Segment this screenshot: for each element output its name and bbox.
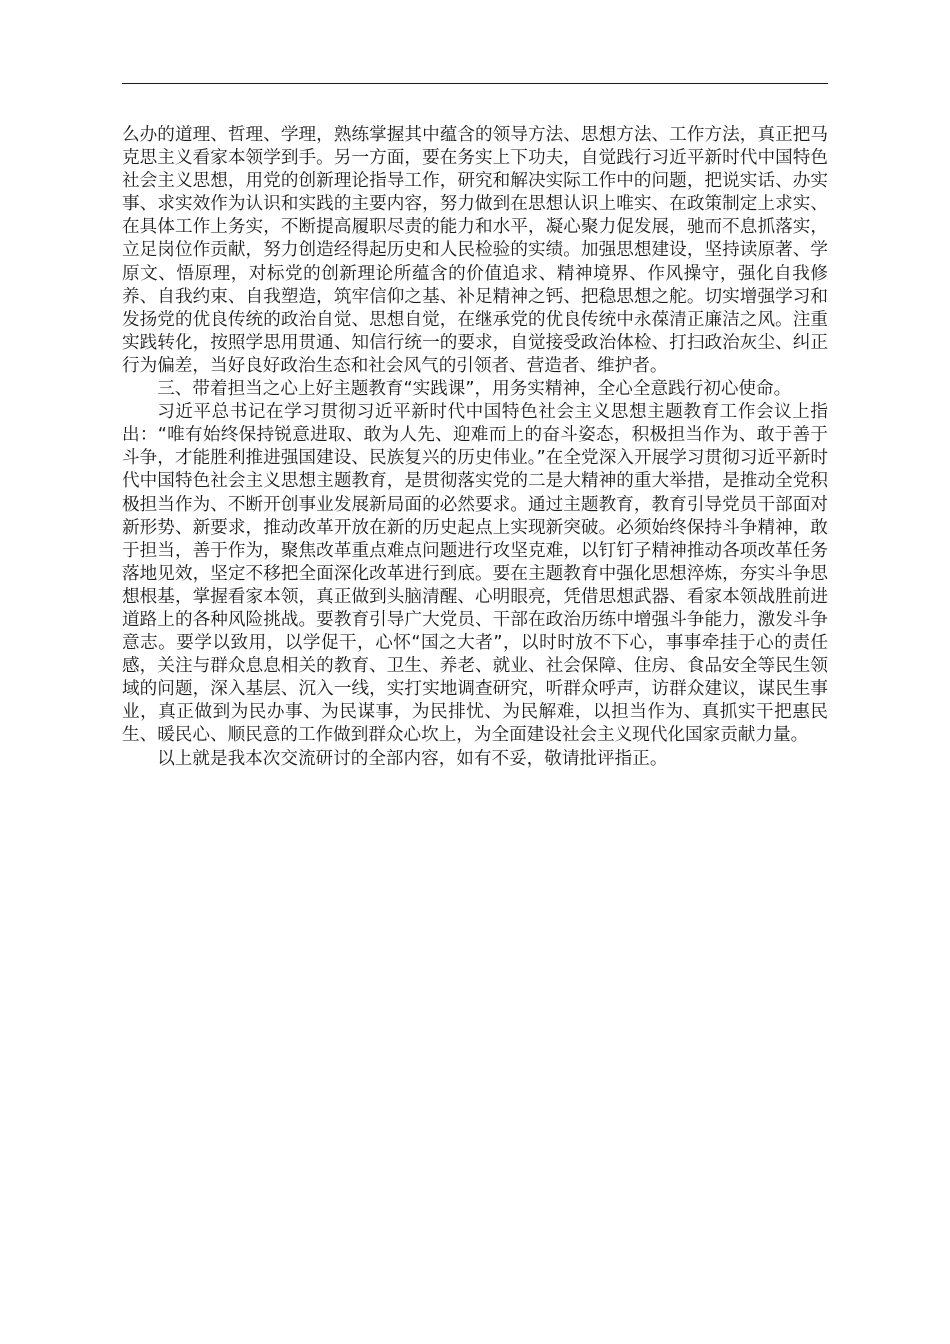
paragraph-section-three-body: 习近平总书记在学习贯彻习近平新时代中国特色社会主义思想主题教育工作会议上指出：“唯有始终保持锐意进取、敢为人先、迎难而上的奋斗姿态，积极担当作为、敢于善于斗争，才能胜利推进强国建设、民族复兴的历史伟业。”在全党深入开展学习贯彻习近平新时代中国特色社会主义思想主题教育，是贯彻落实党的二是大精神的重大举措，是推动全党积极担当作为、不断开创事业发展新局面的必然要求。通过主题教育，教育引导党员干部面对新形势、新要求，推动改革开放在新的历史起点上实现新突破。必须始终保持斗争精神，敢于担当，善于作为，聚焦改革重点难点问题进行攻坚克难，以钉钉子精神推动各项改革任务落地见效，坚定不移把全面深化改革进行到底。要在主题教育中强化思想淬炼，夯实斗争思想根基，掌握看家本领，真正做到头脑清醒、心明眼亮，凭借思想武器、看家本领战胜前进道路上的各种风险挑战。要教育引导广大党员、干部在政治历练中增强斗争能力，激发斗争意志。要学以致用，以学促干，心怀“国之大者”，以时时放不下心，事事牵挂于心的责任感，关注与群众息息相关的教育、卫生、养老、就业、社会保障、住房、食品安全等民生领域的问题，深入基层、沉入一线，实打实地调查研究，听群众呼声，访群众建议，谋民生事业，真正做到为民办事、为民谋事，为民排忧、为民解难，以担当作为、真抓实干把惠民生、暖民心、顺民意的工作做到群众心坎上，为全面建设社会主义现代化国家贡献力量。: [122, 402, 828, 746]
header-rule: [122, 83, 828, 84]
document-body: [122, 124, 828, 771]
paragraph-closing: 以上就是我本次交流研讨的全部内容，如有不妥，敬请批评指正。: [157, 748, 668, 769]
paragraph-continuation: 么办的道理、哲理、学理，熟练掌握其中蕴含的领导方法、思想方法、工作方法，真正把马克思主义看家本领学到手。另一方面，要在务实上下功夫，自觉践行习近平新时代中国特色社会主义思想，用党的创新理论指导工作，研究和解决实际工作中的问题，把说实话、办实事、求实效作为认识和实践的主要内容，努力做到在思想认识上唯实、在政策制定上求实、在具体工作上务实，不断提高履职尽责的能力和水平，凝心聚力促发展，驰而不息抓落实，立足岗位作贡献，努力创造经得起历史和人民检验的实绩。加强思想建设，坚持读原著、学原文、悟原理，对标党的创新理论所蕴含的价值追求、精神境界、作风操守，强化自我修养、自我约束、自我塑造，筑牢信仰之基、补足精神之钙、把稳思想之舵。切实增强学习和发扬党的优良传统的政治自觉、思想自觉，在继承党的优良传统中永葆清正廉洁之风。注重实践转化，按照学思用贯通、知信行统一的要求，自觉接受政治体检、打扫政治灰尘、纠正行为偏差，当好良好政治生态和社会风气的引领者、营造者、维护者。: [122, 125, 828, 376]
section-three-heading: 三、带着担当之心上好主题教育“实践课”，用务实精神，全心全意践行初心使命。: [157, 379, 792, 400]
